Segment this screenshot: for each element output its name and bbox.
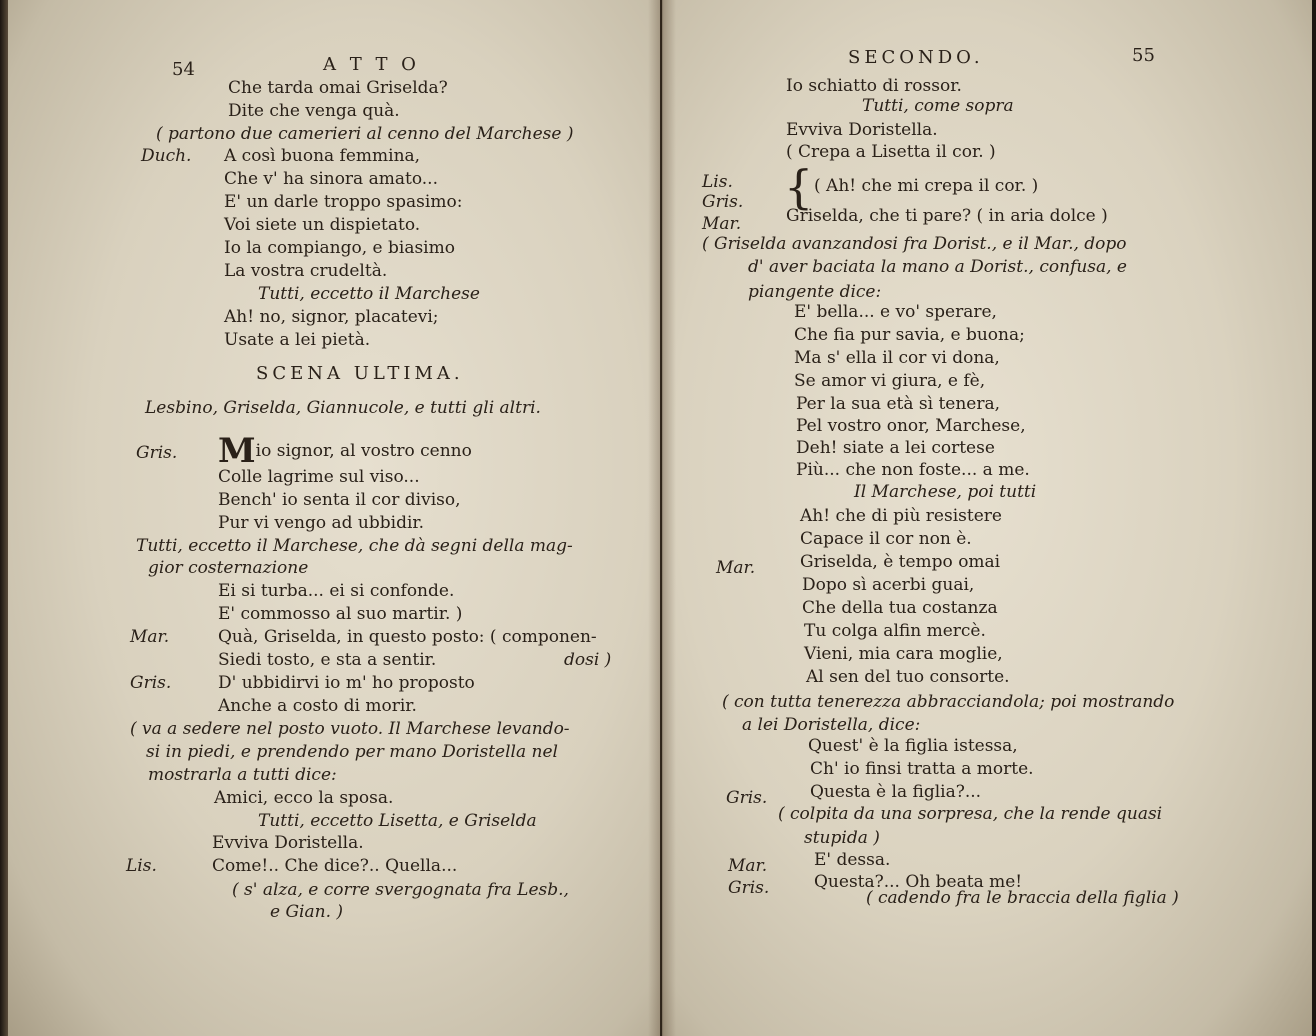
- stage-direction: gior costernazione: [148, 558, 309, 578]
- speaker-label: Duch.: [141, 146, 192, 166]
- verse-line: La vostra crudeltà.: [224, 261, 388, 281]
- verse-line: E' commosso al suo martir. ): [218, 604, 463, 624]
- verse-line: Voi siete un dispietato.: [224, 215, 421, 235]
- stage-direction: Tutti, eccetto il Marchese: [258, 284, 480, 304]
- drop-capital: M: [218, 431, 256, 471]
- verse-line: Deh! siate a lei cortese: [796, 438, 995, 458]
- speaker-label: Gris.: [728, 878, 770, 898]
- stage-direction: Tutti, come sopra: [862, 96, 1014, 116]
- verse-line: Come!.. Che dice?.. Quella...: [212, 856, 458, 876]
- verse-line: Io schiatto di rossor.: [786, 76, 962, 96]
- scene-heading: SCENA ULTIMA.: [256, 363, 464, 384]
- verse-line: Tu colga alfin mercè.: [804, 621, 986, 641]
- stage-direction: ( colpita da una sorpresa, che la rende quasi: [778, 804, 1163, 824]
- speaker-label: Mar.: [716, 558, 756, 578]
- verse-line: E' dessa.: [814, 850, 891, 870]
- verse-line: Che fia pur savia, e buona;: [794, 325, 1025, 345]
- stage-direction: a lei Doristella, dice:: [742, 715, 921, 735]
- verse-line: Ah! no, signor, placatevi;: [224, 307, 439, 327]
- verse-line: Vieni, mia cara moglie,: [804, 644, 1003, 664]
- verse-line: Ei si turba... ei si confonde.: [218, 581, 455, 601]
- right-page: [662, 0, 1312, 1036]
- stage-direction: si in piedi, e prendendo per mano Doristella nel: [146, 742, 558, 762]
- speaker-label: Gris.: [726, 788, 768, 808]
- verse-line: Quà, Griselda, in questo posto: ( componen-: [218, 627, 597, 647]
- verse-line: Che della tua costanza: [802, 598, 998, 618]
- verse-line: Evviva Doristella.: [786, 120, 938, 140]
- verse-line: ( Crepa a Lisetta il cor. ): [786, 142, 996, 162]
- character-list: Lesbino, Griselda, Giannucole, e tutti gli altri.: [145, 398, 541, 418]
- stage-direction: stupida ): [804, 828, 880, 848]
- verse-line: Amici, ecco la sposa.: [214, 788, 394, 808]
- stage-direction: ( va a sedere nel posto vuoto. Il Marchese levando-: [130, 719, 570, 739]
- verse-line: ( Ah! che mi crepa il cor. ): [814, 176, 1039, 196]
- verse-line: Colle lagrime sul viso...: [218, 467, 420, 487]
- verse-line: Usate a lei pietà.: [224, 330, 371, 350]
- speaker-label: Gris.: [130, 673, 172, 693]
- stage-direction: Tutti, eccetto Lisetta, e Griselda: [258, 811, 537, 831]
- verse-line: Pur vi vengo ad ubbidir.: [218, 513, 425, 533]
- speaker-label: Lis.: [126, 856, 157, 876]
- verse-line: Questa è la figlia?...: [810, 782, 982, 802]
- stage-direction: ( con tutta tenerezza abbracciandola; poi mostrando: [722, 692, 1175, 712]
- verse-line: D' ubbidirvi io m' ho proposto: [218, 673, 475, 693]
- stage-direction: mostrarla a tutti dice:: [148, 765, 337, 785]
- verse-line: [218, 431, 472, 471]
- stage-direction: piangente dice:: [748, 282, 882, 302]
- verse-line: Evviva Doristella.: [212, 833, 364, 853]
- stage-direction: Il Marchese, poi tutti: [854, 482, 1037, 502]
- speaker-label: Lis.: [702, 172, 733, 192]
- verse-line: Griselda, è tempo omai: [800, 552, 1001, 572]
- speaker-label: Mar.: [728, 856, 768, 876]
- speaker-label: Mar.: [702, 214, 742, 234]
- running-head: SECONDO.: [848, 47, 984, 68]
- verse-text: io signor, al vostro cenno: [255, 441, 472, 461]
- stage-direction: ( partono due camerieri al cenno del Marchese ): [156, 124, 574, 144]
- book-gutter: [648, 0, 676, 1036]
- verse-line: Che tarda omai Griselda?: [228, 78, 448, 98]
- verse-line: Siedi tosto, e sta a sentir.: [218, 650, 437, 670]
- verse-line: Se amor vi giura, e fè,: [794, 371, 986, 391]
- page-number: 55: [1132, 45, 1155, 66]
- verse-line: Questa?... Oh beata me!: [814, 872, 1023, 892]
- stage-direction: dosi ): [564, 650, 612, 670]
- running-head: A T T O: [323, 54, 420, 75]
- stage-direction: ( Griselda avanzandosi fra Dorist., e il Mar., dopo: [702, 234, 1127, 254]
- stage-direction: ( s' alza, e corre svergognata fra Lesb.,: [232, 880, 569, 900]
- speaker-label: Mar.: [130, 627, 170, 647]
- verse-line: Dopo sì acerbi guai,: [802, 575, 975, 595]
- verse-line: E' bella... e vo' sperare,: [794, 302, 997, 322]
- verse-line: Al sen del tuo consorte.: [806, 667, 1010, 687]
- stage-direction: e Gian. ): [270, 902, 344, 922]
- verse-line: A così buona femmina,: [224, 146, 421, 166]
- verse-line: Quest' è la figlia istessa,: [808, 736, 1018, 756]
- page-number: 54: [172, 59, 195, 80]
- verse-line: Ma s' ella il cor vi dona,: [794, 348, 1000, 368]
- verse-line: Che v' ha sinora amato...: [224, 169, 438, 189]
- verse-line: Più... che non foste... a me.: [796, 460, 1030, 480]
- verse-line: Anche a costo di morir.: [218, 696, 417, 716]
- verse-line: Dite che venga quà.: [228, 101, 400, 121]
- verse-line: Io la compiango, e biasimo: [224, 238, 455, 258]
- stage-direction: d' aver baciata la mano a Dorist., confusa, e: [748, 257, 1127, 277]
- verse-line: E' un darle troppo spasimo:: [224, 192, 463, 212]
- verse-line: Capace il cor non è.: [800, 529, 972, 549]
- verse-line: Bench' io senta il cor diviso,: [218, 490, 461, 510]
- brace-symbol: {: [784, 160, 814, 214]
- verse-line: Pel vostro onor, Marchese,: [796, 416, 1026, 436]
- left-page: [8, 0, 660, 1036]
- stage-direction: Tutti, eccetto il Marchese, che dà segni della mag-: [136, 536, 573, 556]
- speaker-label: Gris.: [702, 192, 744, 212]
- verse-line: Per la sua età sì tenera,: [796, 394, 1001, 414]
- verse-line: Griselda, che ti pare? ( in aria dolce ): [786, 206, 1108, 226]
- verse-line: Ch' io finsi tratta a morte.: [810, 759, 1034, 779]
- speaker-label: Gris.: [136, 443, 178, 463]
- stage-direction: ( cadendo fra le braccia della figlia ): [866, 888, 1179, 908]
- verse-line: Ah! che di più resistere: [800, 506, 1002, 526]
